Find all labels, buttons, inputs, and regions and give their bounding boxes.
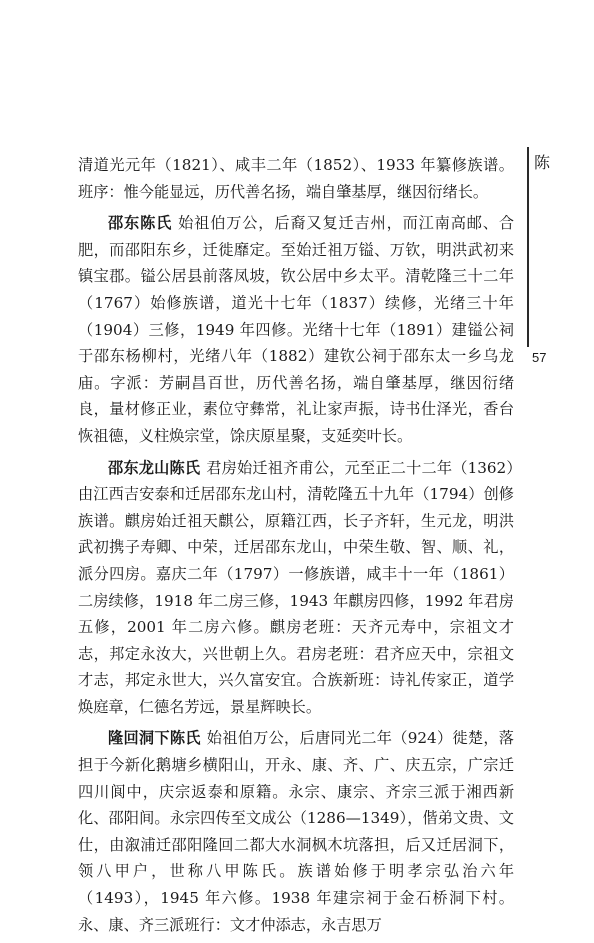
paragraph-3 — [78, 455, 514, 721]
entry-title-shaodong-longshan-chen: 邵东龙山陈氏 — [108, 458, 201, 477]
entry-title-longhui-dongxia-chen: 隆回洞下陈氏 — [108, 729, 201, 748]
section-tab-char: 陈 — [534, 153, 551, 172]
paragraph-1-text: 清道光元年（1821）、咸丰二年（1852）、1933 年纂修族谱。班序：惟今能显远，历代善名扬，端自肇基厚，继因衍绪长。 — [78, 156, 514, 201]
body-text — [78, 152, 514, 943]
entry-title-shaodong-chen: 邵东陈氏 — [108, 214, 173, 233]
side-divider-line — [527, 147, 529, 347]
page-number: 57 — [532, 350, 547, 365]
paragraph-4-text: 始祖伯万公，后唐同光二年（924）徙楚，落担于今新化鹅塘乡横阳山，开永、康、齐、广、庆五宗，广宗迁四川阆中，庆宗返泰和原籍。永宗、康宗、齐宗三派于湘西新化、邵阳间。永宗四传至文成公（1286—1349），偕弟文贵、文仕，由溆浦迁邵阳隆回二都大水洞枫木坑落担，后又迁居洞下，领八甲户，世称八甲陈氏。族谱始修于明孝宗弘治六年（1493），1945 年六修。1938 年建宗祠于金石桥洞下村。永、康、齐三派班行：文才仲添志，永吉思万 — [78, 729, 514, 934]
paragraph-3-text: 君房始迁祖齐甫公，元至正二十二年（1362）由江西吉安泰和迁居邵东龙山村，清乾隆五十九年（1794）创修族谱。麒房始迁祖天麒公，原籍江西，长子齐轩，生元龙，明洪武初携子寿卿、中荣，迁居邵东龙山，中荣生敬、智、顺、礼，派分四房。嘉庆二年（1797）一修族谱，咸丰十一年（1861）二房续修，1918 年二房三修，1943 年麒房四修，1992 年君房五修，2001 年二房六修。麒房老班：天齐元寿中，宗祖文才志，邦定永汝大，兴世朝上久。君房老班：君齐应天中，宗祖文才志，邦定永世大，兴久富安宜。合族新班：诗礼传家正，道学焕庭章，仁德名芳远，景星辉映长。 — [78, 458, 514, 716]
paragraph-2 — [78, 210, 514, 449]
paragraph-4 — [78, 725, 514, 938]
paragraph-1 — [78, 152, 514, 205]
paragraph-2-text: 始祖伯万公，后裔又复迁吉州，而江南高邮、合肥，而邵阳东乡，迁徙靡定。至始迁祖万镒、万钦，明洪武初来镇宝郡。镒公居县前落凤坡，钦公居中乡太平。清乾隆三十二年（1767）始修族谱，道光十七年（1837）续修，光绪三十年（1904）三修，1949 年四修。光绪十七年（1891）建镒公祠于邵东杨柳村，光绪八年（1882）建钦公祠于邵东太一乡乌龙庙。字派：芳嗣昌百世，历代善名扬，端自肇基厚，继因衍绪良，量材修正业，素位守彝常，礼让家声振，诗书仕泽光，香台恢祖德，义柱焕宗堂，馀庆原星聚，支延奕叶长。 — [78, 214, 515, 445]
